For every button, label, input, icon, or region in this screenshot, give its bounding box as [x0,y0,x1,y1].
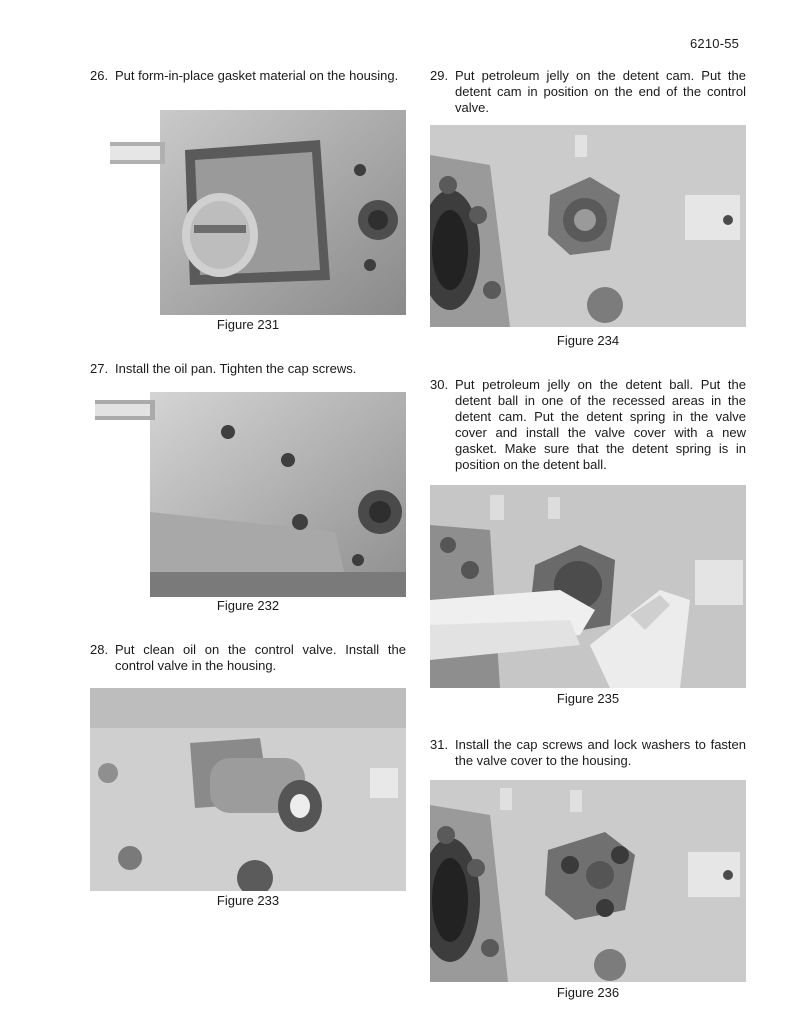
figure-236-photo [430,780,746,982]
step-number: 26. [90,68,109,83]
figure-231-caption: Figure 231 [216,317,280,332]
step-number: 29. [430,68,449,83]
figure-235-caption: Figure 235 [556,691,620,706]
figure-233-caption: Figure 233 [216,893,280,908]
step-text: Install the cap screws and lock washers to fasten the valve cover to the housing. [455,737,746,768]
step-number: 28. [90,642,109,657]
figure-232-photo [90,392,406,597]
step-text: Put petroleum jelly on the detent ball. Put the detent ball in one of the recessed areas in the detent cam. Put the detent spring in the valve cover and install the valve cover with a new gasket. Make sure that the detent spring is in position on the detent ball. [455,377,746,472]
step-number: 31. [430,737,449,752]
figure-236-caption: Figure 236 [556,985,620,1000]
step-27 [90,361,406,377]
figure-234-caption: Figure 234 [556,333,620,348]
page-number: 6210-55 [690,36,740,51]
step-28 [90,642,406,674]
figure-234-photo [430,125,746,327]
step-text: Put petroleum jelly on the detent cam. Put the detent cam in position on the end of the control valve. [455,68,746,115]
figure-233-photo [90,688,406,891]
step-text: Put clean oil on the control valve. Install the control valve in the housing. [115,642,406,673]
step-31 [430,737,746,769]
figure-232-caption: Figure 232 [216,598,280,613]
step-26 [90,68,406,84]
step-text: Put form-in-place gasket material on the housing. [115,68,399,83]
step-30 [430,377,746,473]
step-text: Install the oil pan. Tighten the cap screws. [115,361,357,376]
step-29 [430,68,746,116]
step-number: 27. [90,361,109,376]
step-number: 30. [430,377,449,392]
figure-235-photo [430,485,746,688]
figure-231-photo [90,110,406,315]
